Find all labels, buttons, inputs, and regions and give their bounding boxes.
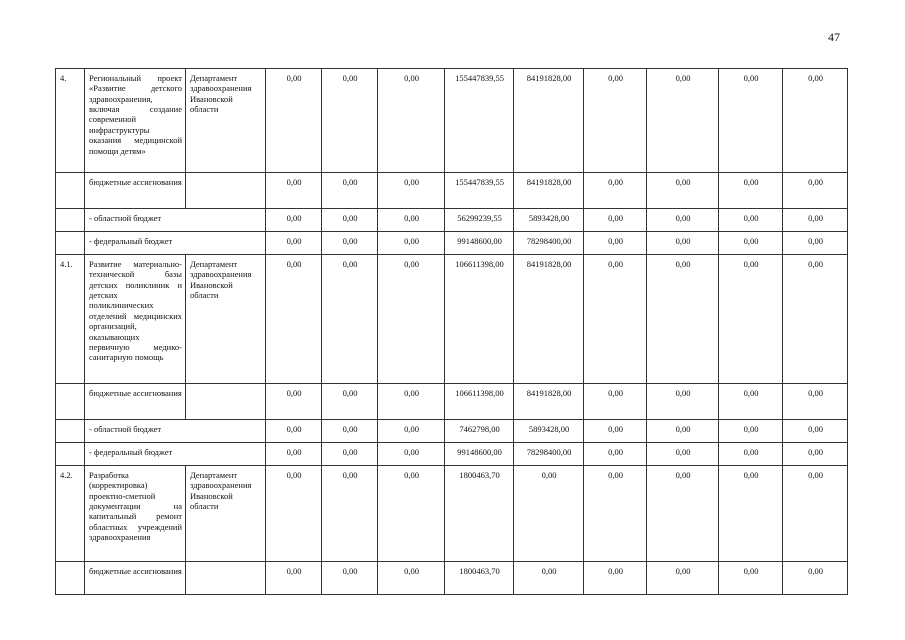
value-cell: 0,00: [266, 384, 322, 420]
value-cell: 0,00: [647, 209, 719, 232]
empty-cell: [186, 384, 266, 420]
empty-cell: [56, 562, 85, 595]
funding-source-label: бюджетные ассигнования: [85, 173, 186, 209]
value-cell: 0,00: [584, 173, 647, 209]
value-cell: 0,00: [719, 173, 783, 209]
empty-cell: [56, 173, 85, 209]
value-cell: 0,00: [266, 232, 322, 255]
item-name: Региональный проект «Развитие детского здравоохранения, включая создание современной инфраструктуры оказания медицинской помощи детям»: [85, 69, 186, 173]
value-cell: 155447839,55: [445, 173, 514, 209]
value-cell: 0,00: [378, 69, 445, 173]
value-cell: 0,00: [322, 420, 378, 443]
value-cell: 0,00: [719, 255, 783, 384]
value-cell: 99148600,00: [445, 443, 514, 466]
value-cell: 0,00: [647, 255, 719, 384]
value-cell: 0,00: [647, 443, 719, 466]
row-number: 4.2.: [56, 466, 85, 562]
item-executor: Департамент здравоохранения Ивановской области: [186, 69, 266, 173]
value-cell: 0,00: [378, 209, 445, 232]
value-cell: 0,00: [647, 420, 719, 443]
value-cell: 0,00: [322, 255, 378, 384]
value-cell: 0,00: [584, 69, 647, 173]
value-cell: 0,00: [647, 232, 719, 255]
table-row-funding: [56, 562, 848, 595]
value-cell: 0,00: [647, 466, 719, 562]
table-row-item-4-2: [56, 466, 848, 562]
value-cell: 0,00: [266, 209, 322, 232]
value-cell: 0,00: [719, 443, 783, 466]
value-cell: 0,00: [783, 173, 848, 209]
value-cell: 0,00: [584, 443, 647, 466]
value-cell: 0,00: [514, 466, 584, 562]
value-cell: 0,00: [322, 209, 378, 232]
value-cell: 0,00: [322, 384, 378, 420]
row-number: 4.1.: [56, 255, 85, 384]
table-row-funding: [56, 173, 848, 209]
value-cell: 1800463,70: [445, 466, 514, 562]
table-row-funding: [56, 232, 848, 255]
value-cell: 7462798,00: [445, 420, 514, 443]
table-row-item-4-1: [56, 255, 848, 384]
empty-cell: [186, 562, 266, 595]
value-cell: 0,00: [378, 420, 445, 443]
value-cell: 0,00: [647, 562, 719, 595]
value-cell: 0,00: [647, 69, 719, 173]
funding-source-label: бюджетные ассигнования: [85, 384, 186, 420]
value-cell: 0,00: [266, 443, 322, 466]
value-cell: 84191828,00: [514, 69, 584, 173]
value-cell: 0,00: [783, 69, 848, 173]
item-name: Развитие материально-технической базы детских поликлиник и детских поликлинических отделений медицинских организаций, оказывающих первичную медико-санитарную помощь: [85, 255, 186, 384]
value-cell: 0,00: [322, 232, 378, 255]
value-cell: 0,00: [647, 384, 719, 420]
table-row-funding: [56, 384, 848, 420]
value-cell: 0,00: [266, 173, 322, 209]
value-cell: 0,00: [322, 443, 378, 466]
value-cell: 0,00: [719, 69, 783, 173]
value-cell: 78298400,00: [514, 443, 584, 466]
empty-cell: [186, 173, 266, 209]
value-cell: 0,00: [584, 562, 647, 595]
value-cell: 0,00: [266, 255, 322, 384]
value-cell: 0,00: [719, 466, 783, 562]
value-cell: 0,00: [378, 443, 445, 466]
table-row-funding: [56, 443, 848, 466]
value-cell: 5893428,00: [514, 209, 584, 232]
value-cell: 0,00: [719, 384, 783, 420]
value-cell: 0,00: [584, 255, 647, 384]
value-cell: 106611398,00: [445, 384, 514, 420]
value-cell: 0,00: [783, 443, 848, 466]
row-number: 4.: [56, 69, 85, 173]
item-name: Разработка (корректировка) проектно-сметной документации на капитальный ремонт областных учреждений здравоохранения: [85, 466, 186, 562]
value-cell: 0,00: [719, 209, 783, 232]
funding-source-label: - федеральный бюджет: [85, 443, 266, 466]
value-cell: 84191828,00: [514, 384, 584, 420]
empty-cell: [56, 209, 85, 232]
funding-source-label: - областной бюджет: [85, 209, 266, 232]
value-cell: 0,00: [266, 466, 322, 562]
value-cell: 0,00: [266, 69, 322, 173]
value-cell: 0,00: [322, 173, 378, 209]
table-row-funding: [56, 209, 848, 232]
value-cell: 155447839,55: [445, 69, 514, 173]
empty-cell: [56, 232, 85, 255]
value-cell: 0,00: [783, 562, 848, 595]
value-cell: 0,00: [584, 232, 647, 255]
value-cell: 1800463,70: [445, 562, 514, 595]
value-cell: 0,00: [378, 562, 445, 595]
value-cell: 84191828,00: [514, 255, 584, 384]
value-cell: 0,00: [719, 232, 783, 255]
value-cell: 0,00: [584, 384, 647, 420]
value-cell: 0,00: [783, 209, 848, 232]
empty-cell: [56, 384, 85, 420]
value-cell: 106611398,00: [445, 255, 514, 384]
value-cell: 0,00: [378, 384, 445, 420]
value-cell: 5893428,00: [514, 420, 584, 443]
value-cell: 0,00: [266, 562, 322, 595]
value-cell: 0,00: [514, 562, 584, 595]
funding-source-label: - федеральный бюджет: [85, 232, 266, 255]
item-executor: Департамент здравоохранения Ивановской области: [186, 255, 266, 384]
value-cell: 0,00: [783, 466, 848, 562]
page-number: 47: [828, 30, 840, 44]
value-cell: 0,00: [783, 420, 848, 443]
value-cell: 0,00: [584, 209, 647, 232]
funding-source-label: бюджетные ассигнования: [85, 562, 186, 595]
value-cell: 0,00: [378, 255, 445, 384]
value-cell: 99148600,00: [445, 232, 514, 255]
value-cell: 0,00: [322, 562, 378, 595]
empty-cell: [56, 420, 85, 443]
value-cell: 0,00: [783, 384, 848, 420]
budget-table: [55, 68, 848, 595]
value-cell: 84191828,00: [514, 173, 584, 209]
value-cell: 56299239,55: [445, 209, 514, 232]
value-cell: 0,00: [378, 466, 445, 562]
table-row-funding: [56, 420, 848, 443]
value-cell: 0,00: [719, 420, 783, 443]
funding-source-label: - областной бюджет: [85, 420, 266, 443]
value-cell: 0,00: [266, 420, 322, 443]
value-cell: 0,00: [719, 562, 783, 595]
empty-cell: [56, 443, 85, 466]
value-cell: 0,00: [647, 173, 719, 209]
value-cell: 0,00: [378, 232, 445, 255]
value-cell: 0,00: [322, 466, 378, 562]
value-cell: 0,00: [783, 255, 848, 384]
value-cell: 0,00: [783, 232, 848, 255]
table-row-item-4: [56, 69, 848, 173]
value-cell: 0,00: [584, 420, 647, 443]
value-cell: 0,00: [322, 69, 378, 173]
value-cell: 0,00: [584, 466, 647, 562]
value-cell: 78298400,00: [514, 232, 584, 255]
value-cell: 0,00: [378, 173, 445, 209]
item-executor: Департамент здравоохранения Ивановской области: [186, 466, 266, 562]
